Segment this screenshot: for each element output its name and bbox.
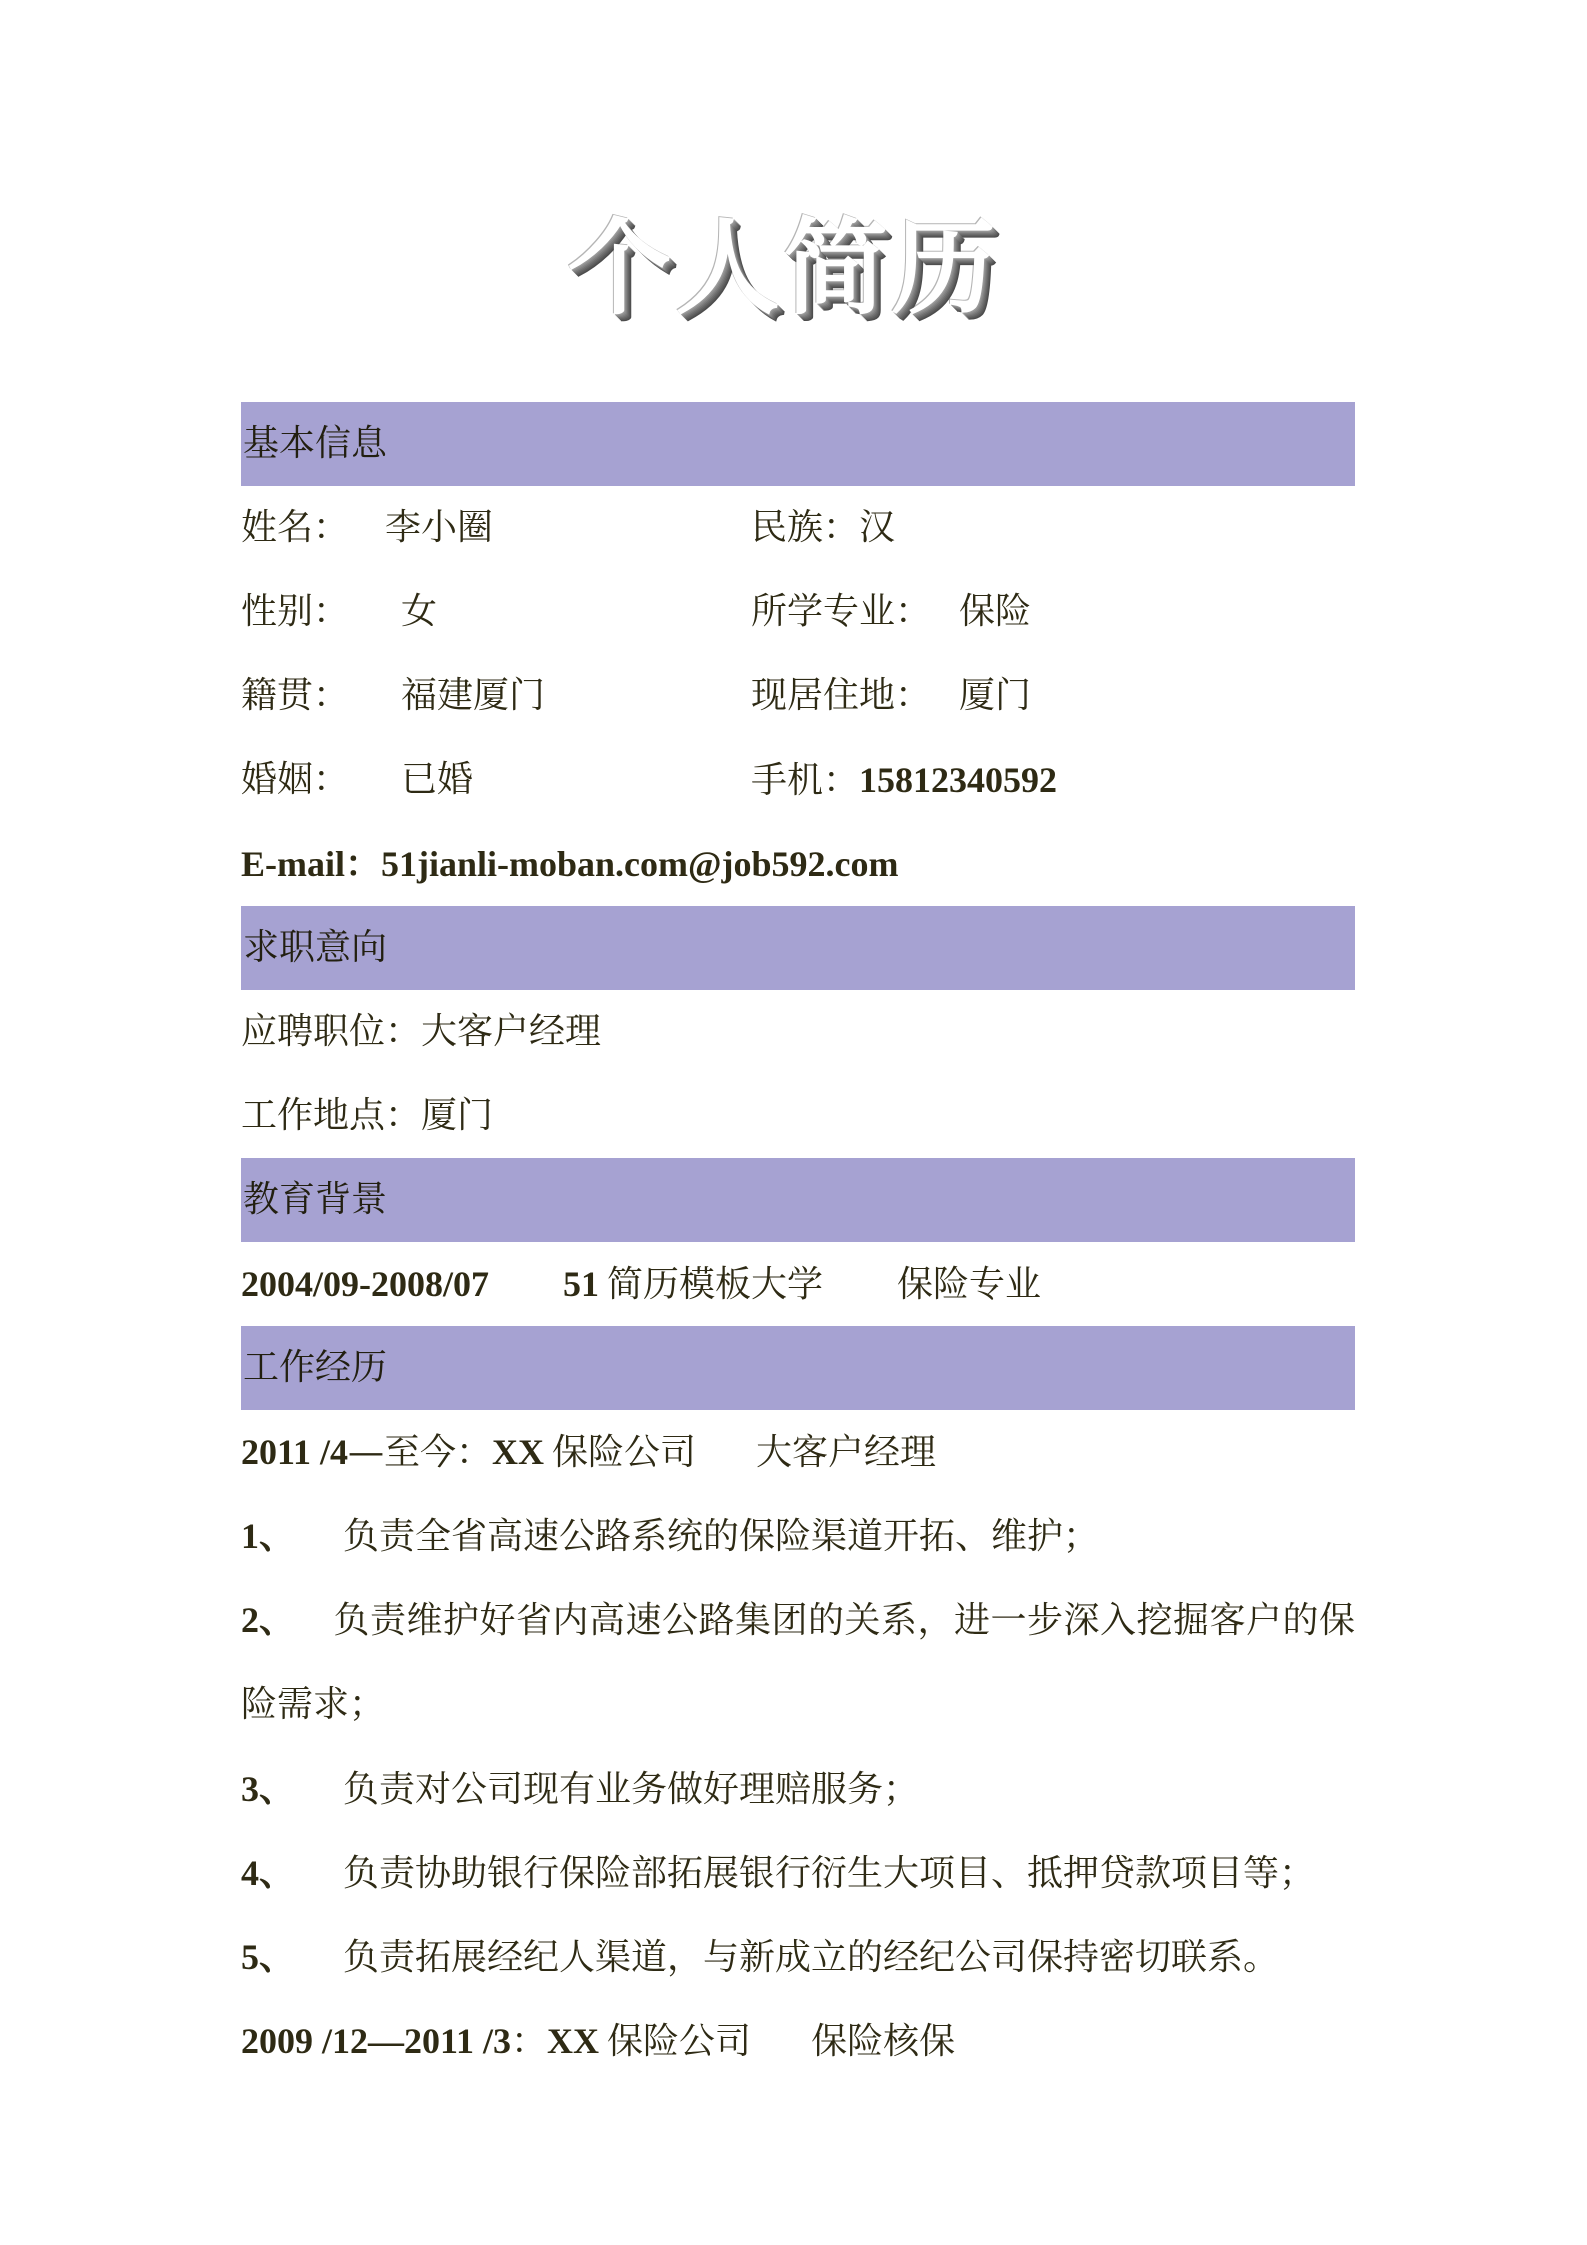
- job-row-2: [241, 1999, 1355, 2083]
- job1-role: 大客户经理: [756, 1432, 937, 1473]
- hometown-label: 籍贯：: [241, 675, 350, 716]
- page-title: 个人简历: [567, 206, 1000, 329]
- duty-item: [241, 1578, 1355, 1747]
- info-row-marital-phone: [241, 738, 1355, 822]
- section-header-job-intent: 求职意向: [241, 906, 1355, 990]
- duty-number: 4、: [241, 1853, 296, 1893]
- duty-number: 2、: [241, 1600, 296, 1640]
- name-label: 姓名：: [241, 507, 350, 548]
- hometown-field: [241, 654, 545, 738]
- position-value: 大客户经理: [421, 1011, 602, 1052]
- phone-value: 15812340592: [859, 760, 1058, 800]
- job2-company-name: 保险公司: [607, 2021, 752, 2062]
- education-row: [241, 1242, 1355, 1326]
- section-header-basic-info: 基本信息: [241, 402, 1355, 486]
- info-row-hometown-residence: [241, 654, 1355, 738]
- job2-role: 保险核保: [811, 2021, 956, 2062]
- location-label: 工作地点：: [241, 1095, 422, 1136]
- section-header-education: 教育背景: [241, 1158, 1355, 1242]
- job1-period-start: 2011 /4: [241, 1432, 349, 1472]
- job1-company-prefix: XX: [492, 1432, 545, 1472]
- job2-company-prefix: XX: [547, 2021, 600, 2061]
- name-field: [241, 486, 493, 570]
- education-period: 2004/09-2008/07: [241, 1264, 489, 1304]
- position-label: 应聘职位：: [241, 1011, 422, 1052]
- duty-item: [241, 1915, 1355, 1999]
- job2-colon: ：: [511, 2021, 548, 2062]
- resume-content: [241, 402, 1355, 2083]
- education-major: 保险专业: [897, 1264, 1042, 1305]
- info-row-email: [241, 822, 1355, 906]
- major-value: 保险: [959, 591, 1032, 632]
- job1-period-end: —至今：: [348, 1432, 493, 1473]
- residence-label: 现居住地：: [751, 675, 932, 716]
- job1-company-name: 保险公司: [552, 1432, 697, 1473]
- duty-number: 5、: [241, 1937, 296, 1977]
- hometown-value: 福建厦门: [401, 675, 546, 716]
- major-field: [751, 570, 1031, 654]
- marital-field: [241, 738, 473, 822]
- intent-row-location: [241, 1074, 1355, 1158]
- duty-text: 负责对公司现有业务做好理赔服务；: [343, 1769, 920, 1810]
- gender-field: [241, 570, 437, 654]
- major-label: 所学专业：: [751, 591, 932, 632]
- duty-text: 负责拓展经纪人渠道，与新成立的经纪公司保持密切联系。: [343, 1937, 1280, 1978]
- education-school-name: 简历模板大学: [607, 1264, 824, 1305]
- duty-item: [241, 1747, 1355, 1831]
- ethnicity-field: [751, 486, 895, 570]
- education-school-number: 51: [563, 1264, 599, 1304]
- duty-number: 1、: [241, 1516, 296, 1556]
- duty-text: 负责协助银行保险部拓展银行衍生大项目、抵押贷款项目等；: [343, 1853, 1316, 1894]
- email-value: 51jianli-moban.com@job592.com: [381, 844, 899, 884]
- gender-value: 女: [401, 591, 438, 632]
- residence-field: [751, 654, 1031, 738]
- name-value: 李小圈: [385, 507, 494, 548]
- phone-field: [751, 738, 1057, 823]
- duty-text: 负责全省高速公路系统的保险渠道开拓、维护；: [343, 1516, 1100, 1557]
- email-label: E-mail：: [241, 844, 381, 884]
- duty-item: [241, 1831, 1355, 1915]
- marital-value: 已婚: [401, 759, 474, 800]
- gender-label: 性别：: [241, 591, 350, 632]
- residence-value: 厦门: [959, 675, 1032, 716]
- job-row-1: [241, 1410, 1355, 1494]
- info-row-name-ethnicity: [241, 486, 1355, 570]
- intent-row-position: [241, 990, 1355, 1074]
- ethnicity-label: 民族：: [751, 507, 860, 548]
- info-row-gender-major: [241, 570, 1355, 654]
- marital-label: 婚姻：: [241, 759, 350, 800]
- location-value: 厦门: [421, 1095, 494, 1136]
- phone-label: 手机：: [751, 760, 860, 801]
- ethnicity-value: 汉: [859, 507, 896, 548]
- duty-item: [241, 1494, 1355, 1578]
- job2-period: 2009 /12—2011 /3: [241, 2021, 512, 2061]
- duty-number: 3、: [241, 1769, 296, 1809]
- duty-text: 负责维护好省内高速公路集团的关系，进一步深入挖掘客户的保险需求；: [241, 1600, 1355, 1725]
- section-header-work-experience: 工作经历: [241, 1326, 1355, 1410]
